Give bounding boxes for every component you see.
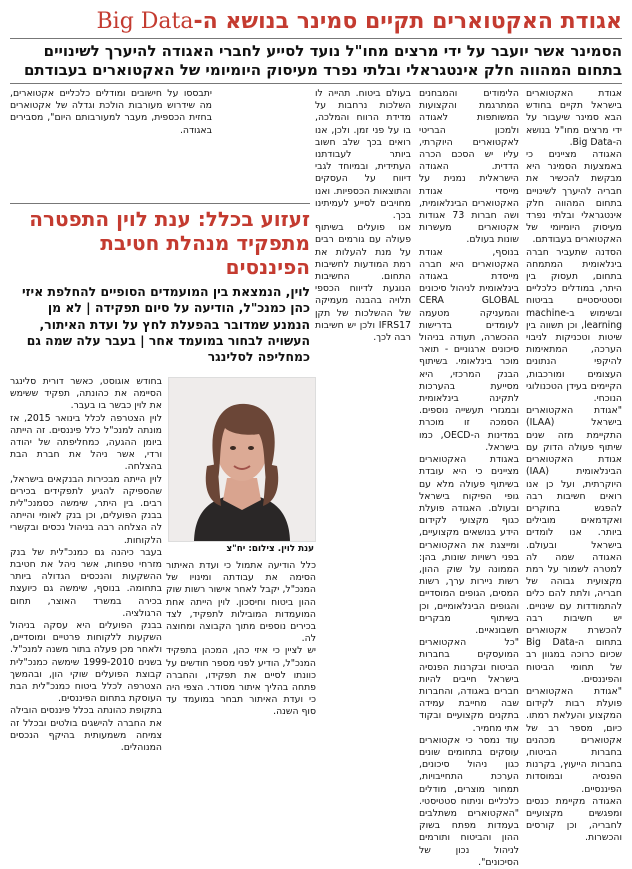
paragraph: לוין הייתה מבכירות הבנקאים בישראל, שהספיקה להגיע לתפקידים בכירים רבים. בין היתר, שימשה כסמנכ"לית בבנק הפועלים, וכן בנק לאומי והייתה לה הצלחה רבה בניהול נכסים ובקשרי הלקוחות. [10, 473, 162, 546]
paragraph: "אגודת האקטוארים בישראל (ILAA) התקיימת מזה שנים שיתוף פעולה הדוק עם אגודת האקטוארים הבינלאומית (IAA) היוקרתית, ועל כן אנו רואים חשיבות רבה להפגש בחוקרים ואקדמאים מובילים ביותר. אנו לומדים בישראל ובעולם. האגודה שמה לה למטרה לשמור על רמת מקצועית גבוהה של חבריה, ולתת להם כלים להתמודדות עם שינויים. יש חשיבות רבה להכשרת אקטוארים בתחום ה-Big Data שכיום כרוכה במגוון רב של תחומי הביטוח והפיננסים. [526, 405, 622, 685]
portrait-photo [168, 377, 316, 542]
article1-col-left [315, 88, 411, 344]
paragraph: עוד נמסר כי אקטוארים עוסקים בתחומים שונים כגון ניהול סיכונים, הערכת התחייבויות, תמחור מוצרים, מודלים כלכליים וניתוח סטטיסטי. "האקטוארים משתלבים בעמדות מפתח בשוק ההון והביטוח ותורמים לניהול נכון של הסיכונים". [419, 734, 519, 868]
paragraph: בעבר כיהנה גם כמנכ"לית של בנק מזרחי טפחות, אשר ניהל את חטיבת ההשקעות והנכסים הגדולה ביותר בתחומה. בנוסף, שימשה גם כיועצת בכירה במשרד האוצר, תחום הרגולציה. [10, 546, 162, 619]
paragraph: הלימודים והמבחנים המתרגמת והקצועות המשותפות לאגודה ולמכון הבריטי לאקטוארים היוקרתי, עליו יש הסכם הכרה הדדית. האגודה הישראלית נמנית על מייסדי אגודת האקטוארים הבינלאומית, ושה חברות 73 אגודות אקטוארים מעשרות שונות בעולם. [419, 88, 519, 246]
paragraph: "אגודת האקטוארים פועלת רבות לקידום המקצוע והעלאת רמתו. כיום, מספר רב של אקטוארים מכהנים בחברות הביטוח, בחברות הייעוץ, בקרנות הפנסיה ובמוסדות הפיננסיים. [526, 685, 622, 795]
photo-caption: ענת לוין. צילום: יח"צ [226, 544, 314, 554]
headline-latin: Big Data [96, 9, 194, 34]
article1-col-middle [419, 88, 519, 868]
paragraph: בתקופת כהונתה בכלל פיננסים הובילה את החברה להישגים בולטים ובכלל זה צמיחה משמעותית בהיקף הנכסים המנוהלים. [10, 705, 162, 754]
rule-article2 [10, 203, 310, 204]
article1-headline [10, 8, 622, 36]
paragraph: האגודה מקיימת כנסים ומפגשים מקצועיים לחבריה, וכן קורסים והכשרות. [526, 795, 622, 844]
paragraph: אגודת האקטוארים בישראל תקיים בחודש הבא סמינר שיעבור על ידי מרצים מחו"ל בנושא ה-Big Data. [526, 88, 622, 148]
rule-sub [10, 83, 622, 84]
article1-col-right [526, 88, 622, 844]
paragraph: בבנק הפועלים היא עסקה בניהול השקעות ללקוחות פרטיים ומוסדיים, ולאחר מכן פעלה בתור משנה למנכ"ל. בשנים 1999-2010 שימשה כמנכ"לית קבוצת הפועלים שוקי הון, ובהמשך הצטרפה לכלל ביטוח כמנכ"לית הבת העוסקת בתחום הפיננסים. [10, 620, 163, 705]
paragraph: בעולם ביטוח. תהייה לו השלכות נרחבות על מדידת הרווח והמלכה, בו על פני זמן. ולכן, אנו רואים בכך שלב חשוב ביותר לעבודתנו העתידית, ובמיוחד לגבי דיווח על העסקים והתוצאות הכספיות. ואנו מחויבים לסייע לעמיתינו בכך. [315, 88, 411, 222]
paragraph: הסדנה שתעביר חברה בינלאומית המתמחה בתחום, תעסוק בין היתר, במודלים כלכליים וסטטיסטיים בביטוח ובשימוש ב-machine learning, וכן תשווה בין שיטות וטכניקות לניבוי הערכה, המתאימות להיקפי הנתונים העצומים ומורכבות, הקיימים בעידן הטכנולוגי הנוכחי. [526, 246, 622, 405]
article2-lead: לוין, הנמצאת בין המועמדים הסופיים להחלפת איזי כהן כמנכ"ל, הודיעה על סיום תפקידה | לא מן הנמנע שמדובר בהפעלת לחץ על ועדת האיתור, העשויה לבחור במועמד אחר | בעבר עלה שמה גם כמחליפה לסלינגר [21, 284, 310, 365]
paragraph: אנו פועלים בשיתוף פעולה עם גורמים רבים על מנת להעלות את רמת המודעות לחשיבות התחום. החשיבות הנוגעת לדיווח הכספי תלויה בהבנה מעמיקה של ההשלכות של תקן IFRS17 ולכן יש חשיבות רבה לכך. [315, 222, 411, 344]
article1-subheadline: הסמינר אשר יועבר על ידי מרצים מחו"ל נועד לסייע לחברי האגודה להיערך לשינויים בתחום המהווה חלק אינטגראלי ובלתי נפרד מעיסוק היומיומי של האקטוארים בעבודתם [23, 42, 622, 79]
article2-body-left [10, 376, 162, 784]
headline-hebrew: אגודת האקטוארים תקיים סמינר בנושא ה- [193, 9, 622, 34]
paragraph: האגודה מציינים כי באמצעות הסמינר היא מבקשת להכשיר את חבריה להיערך לשינויים בתחום המהווה חלק אינטגראלי ובלתי נפרד מעיסוק היומיומי של האקטוארים בעבודתם. [526, 149, 622, 246]
article2-body-middle [166, 560, 316, 784]
paragraph: "כל האקטוארים המועסקים בחברות הביטוח ובקרנות הפנסיה בישראל חייבים להיות חברים באגודה, והחברות שבה מחייבת עמידה בתקנים מקצועיים ובקוד אתי מחמיר. [419, 637, 519, 734]
paragraph: יש לציין כי איזי כהן, המכהן בתפקיד המנכ"ל, הודיע לפני מספר חודשים על כוונתו לסיים את תפקידו, והחברה פתחה בהליך איתור מסודר. הצפי היה כי ועדת האיתור תבחר במועמד עד סוף השנה. [166, 645, 316, 718]
article1-col-left-end [10, 88, 212, 200]
paragraph: בחודש אוגוסט, כאשר דורית סלינגר הסיימה את כהונתה, תפקיד ששימש את לוין כבשר בו בעבר. [10, 376, 162, 412]
paragraph: לוין הצטרפה לכלל בינואר 2015, אז מונתה למנכ"ל כלל פיננסים. זה הייתה ביומן ההגעה, כמחליפתה של יהודה ורדי, אשר ניהל את חברת הבת בהצלחה. [10, 412, 162, 473]
portrait-illustration [169, 378, 315, 541]
paragraph: בנוסף, אגודת האקטוארים היא חברה מייסדת באגודה בינלאומית לניהול סיכונים CERA GLOBAL והמעניקה מטעמה לעומדים בדרישות ההכשרה, תעודה בניהול סיכונים ארגוניים - תואר מוכר בינלאומי. בשיתוף הבנק המרכזי, היא מסייעת בהערכות לתקינה בינלאומית ובמגזרי תעשייה נוספים. הסמכה זו מוכרת במדינות ה-OECD, כמו בישראל. [419, 246, 519, 453]
paragraph: באגודת האקטוארים מציינים כי היא עובדת בשיתוף פעולה מלא עם גופי הפיקוח בישראל ובעולם. האגודה פועלת כגוף מקצועי לקידום הידע בנושאים מקצועיים, ומייצגת את האקטוארים בפני רשויות שונות, בהן: הממונה על שוק ההון, רשות ניירות ערך, רשות המסים, הגופים המוסדיים והגופים הבינלאומיים, וכן בשיתוף מבקרים חשבונאיים. [419, 454, 519, 636]
paragraph: יתבססו על חישובים ומודלים כלכליים אקטוארים, מה שידרוש מעורבות הולכת וגדלה של אקטוארים בחזית הכספית, מעבר למעורבותם היום", מסבירים באגודה. [10, 88, 212, 136]
article2-headline: זעזוע בכלל: ענת לוין התפטרה מתפקיד מנהלת חטיבת הפיננסים [29, 207, 310, 279]
paragraph: כלל הודיעה אתמול כי ועדת האיתור הסימה את עבודתה ומינויו של המנכ"ל, יקבל לאחר אישור רשות שוק ההון ביטוח וחיסכון. לוין הייתה אחת המועמדות המובילות לתפקיד, לצד בכירים נוספים מתוך הקבוצה ומחוצה לה. [166, 560, 316, 645]
rule-top [10, 38, 622, 39]
